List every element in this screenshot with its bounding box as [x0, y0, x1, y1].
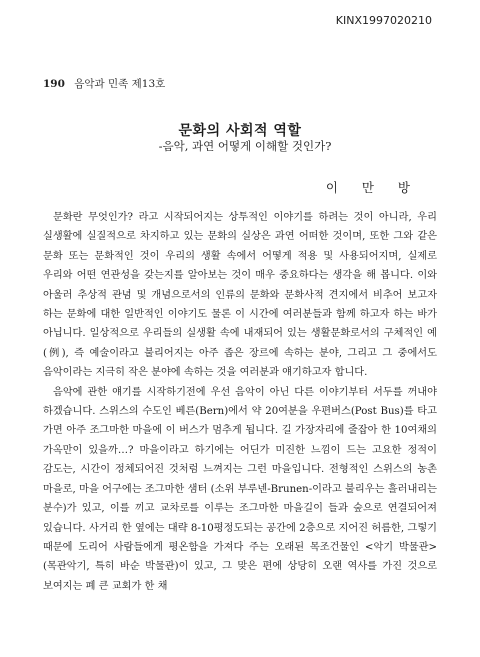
running-head — [43, 76, 165, 91]
article-subtitle: -음악, 과연 어떻게 이해할 것인가? — [158, 139, 332, 153]
body-paragraph: 음악에 관한 얘기를 시작하기전에 우선 음악이 아닌 다른 이야기부터 서두를 꺼내야 하겠습니다. 스위스의 수도인 베른(Bern)에서 약 20여분을 우편버스(Post Bus)를 타고 가면 아주 조그마한 마을에 이 버스가 멈추게 됩니다. 길 가장자리에 줄잡아 한 10여채의 가옥만이 있을까…? 마을이라고 하기에는 어딘가 미진한 느낌이 드는 고요한 정적이 감도는, 시간이 정체되어진 것처럼 느껴지는 그런 마을입니다. 전형적인 스위스의 농촌 마을로, 마을 어구에는 조그마한 샘터 (소위 부루넨-Brunen-이라고 불리우는 흘러내리는 분수)가 있고, 이를 끼고 교차로를 이루는 조그마한 마을길이 들과 숲으로 연결되어져 있습니다. 사거리 한 옆에는 대략 8-10평정도되는 공간에 2층으로 지어진 허름한, 그렇기 때문에 도리어 사람들에게 평온함을 가져다 주는 오래된 목조건물인 <악기 박물관>(목관악기, 특히 바순 박물관)이 있고, 그 맞은 편에 상당히 오랜 역사를 가진 것으로 보여지는 폐 큰 교회가 한 채 — [43, 386, 437, 592]
author-name: 이 만 방 — [325, 180, 420, 195]
article-title: 문화의 사회적 역할 — [178, 123, 302, 139]
document-id: KINX1997020210 — [335, 14, 432, 27]
article-body — [43, 208, 437, 596]
page-number: 190 — [43, 78, 65, 90]
body-paragraph: 문화란 무엇인가? 라고 시작되어지는 상투적인 이야기를 하려는 것이 아니라, 우리 실생활에 실질적으로 차지하고 있는 문화의 실상은 과연 어떠한 것이며, 또한 그와 같은 문화 또는 문화적인 것이 우리의 생활 속에서 어떻게 적용 및 사용되어지며, 실제로 우리와 어떤 연관성을 갖는지를 알아보는 것이 매우 중요하다는 생각을 해 봅니다. 이와 아울러 추상적 관념 및 개념으로서의 인류의 문화와 문화사적 견지에서 비추어 보고자 하는 문화에 대한 일반적인 이야기도 물론 이 시간에 여러분들과 함께 하고자 하는 바가 아닙니다. 일상적으로 우리들의 실생활 속에 내재되어 있는 생활문화로서의 구체적인 예(例), 즉 예술이라고 불리어지는 아주 좁은 장르에 속하는 분야, 그리고 그 중에서도 음악이라는 지극히 작은 분야에 속하는 것을 여러분과 얘기하고자 합니다. — [43, 212, 437, 379]
journal-name: 음악과 민족 제13호 — [74, 78, 166, 90]
